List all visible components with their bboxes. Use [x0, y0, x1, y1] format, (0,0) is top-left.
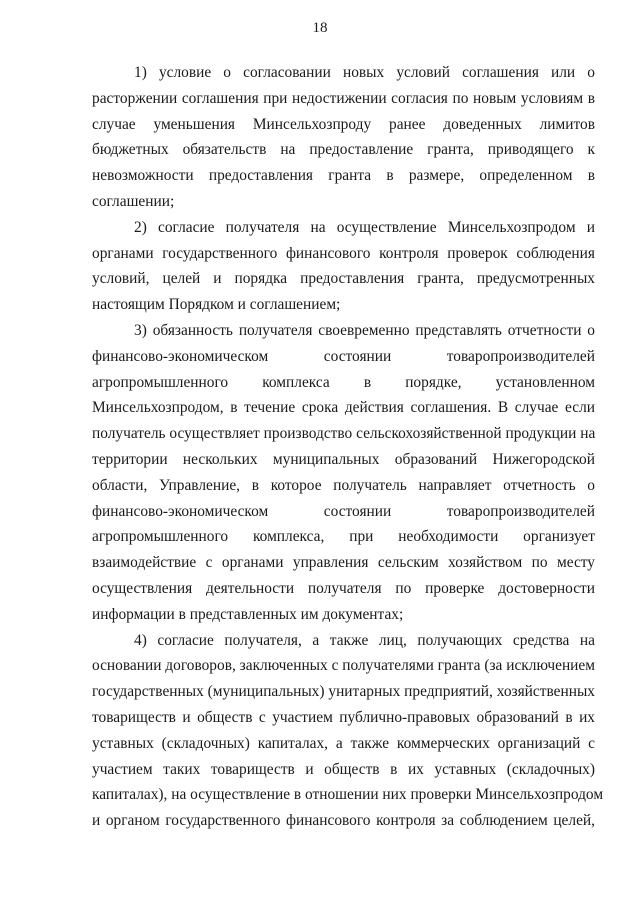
text-line: невозможности предоставления гранта в размере, определенном в: [92, 167, 595, 185]
text-line: основании договоров, заключенных с получателями гранта (за исключением: [92, 657, 595, 675]
text-line: бюджетных обязательств на предоставление гранта, приводящего к: [92, 141, 595, 159]
paragraph: [92, 60, 595, 215]
text-line: настоящим Порядком и соглашением;: [92, 296, 341, 314]
text-line: органами государственного финансового контроля проверок соблюдения: [92, 244, 595, 262]
text-line: финансово-экономическом состоянии товаропроизводителей: [92, 347, 595, 365]
paragraph: [92, 628, 604, 834]
text-line: участием таких товариществ и обществ в их уставных (складочных): [92, 760, 595, 778]
text-line: и органом государственного финансового контроля за соблюдением целей,: [92, 812, 595, 830]
text-line: 3) обязанность получателя своевременно представлять отчетности о: [134, 321, 595, 339]
text-line: взаимодействие с органами управления сельским хозяйством по месту: [92, 554, 595, 572]
page-number: 18: [312, 20, 328, 36]
text-line: расторжении соглашения при недостижении согласия по новым условиям в: [92, 89, 595, 107]
text-line: территории нескольких муниципальных образований Нижегородской: [92, 450, 595, 468]
text-line: области, Управление, в которое получатель направляет отчетность о: [92, 476, 595, 494]
text-line: уставных (складочных) капиталах, а также коммерческих организаций с: [92, 734, 595, 752]
text-line: государственных (муниципальных) унитарных предприятий, хозяйственных: [92, 683, 595, 701]
document-body: [92, 60, 604, 834]
text-line: 4) согласие получателя, а также лиц, получающих средства на: [134, 631, 595, 649]
paragraph: [92, 318, 595, 628]
text-line: 2) согласие получателя на осуществление Минсельхозпродом и: [134, 218, 595, 236]
text-line: капиталах), на осуществление в отношении них проверки Минсельхозпродом: [92, 786, 604, 804]
text-line: осуществления деятельности получателя по проверке достоверности: [92, 579, 595, 597]
text-line: агропромышленного комплекса, при необходимости организует: [92, 528, 595, 546]
text-line: финансово-экономическом состоянии товаропроизводителей: [92, 502, 595, 520]
text-line: условий, целей и порядка предоставления гранта, предусмотренных: [92, 270, 595, 288]
text-line: 1) условие о согласовании новых условий соглашения или о: [134, 64, 595, 81]
text-line: информации в представленных им документах;: [92, 605, 404, 623]
text-line: Минсельхозпродом, в течение срока действия соглашения. В случае если: [92, 399, 595, 417]
text-line: получатель осуществляет производство сельскохозяйственной продукции на: [92, 425, 596, 443]
text-line: случае уменьшения Минсельхозпроду ранее доведенных лимитов: [92, 115, 595, 133]
text-line: агропромышленного комплекса в порядке, установленном: [92, 373, 595, 391]
paragraph: [92, 215, 595, 318]
text-line: соглашении;: [92, 192, 175, 210]
text-line: товариществ и обществ с участием публично-правовых образований в их: [92, 708, 595, 726]
